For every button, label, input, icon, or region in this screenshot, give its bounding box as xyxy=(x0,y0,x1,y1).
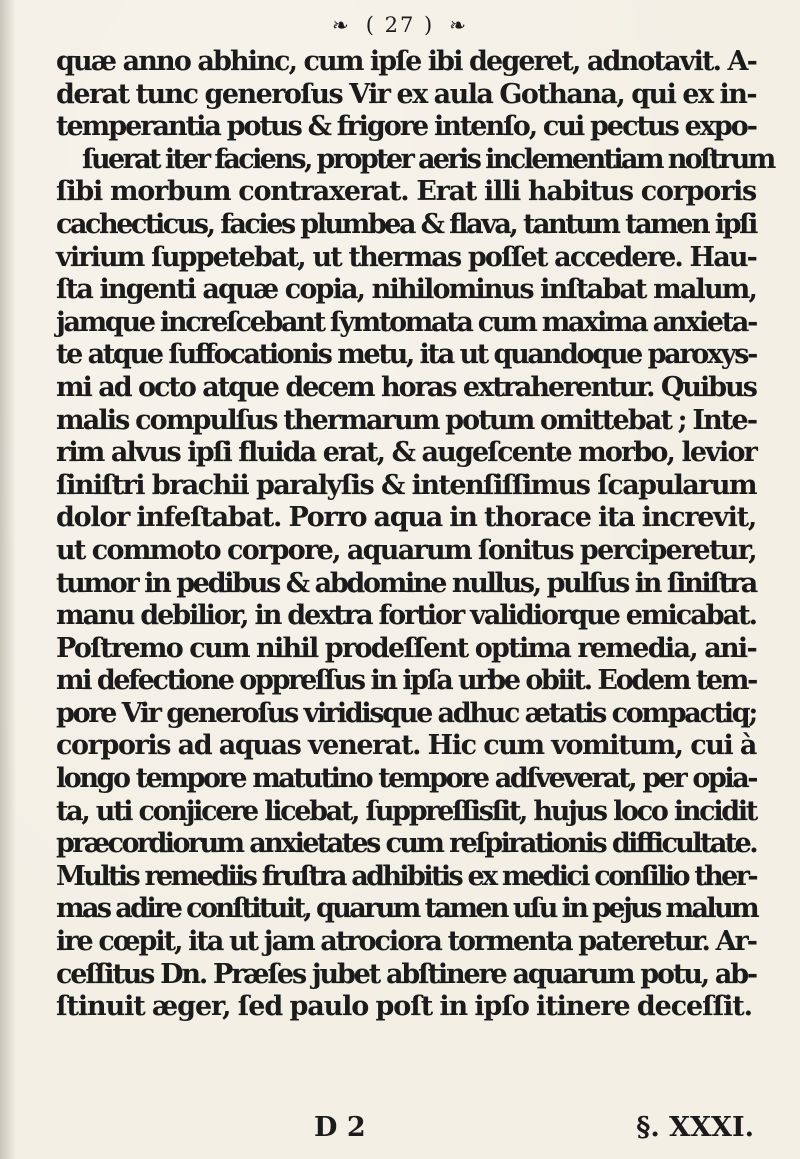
text-line: mi defectione oppreſſus in ipſa urbe obiit. Eodem tem- xyxy=(56,665,756,697)
text-line: longo tempore matutino tempore adſveverat, per opia- xyxy=(56,763,756,795)
text-line: ceſſitus Dn. Præſes jubet abſtinere aquarum potu, ab- xyxy=(56,958,756,990)
ornament-right-icon: ❧ xyxy=(449,13,468,37)
text-line: Poſtremo cum nihil prodeſſent optima remedia, ani- xyxy=(56,632,756,664)
catchword: §. XXXI. xyxy=(636,1112,754,1143)
text-line: ut commoto corpore, aquarum ſonitus perciperetur, xyxy=(56,534,756,566)
text-line: rim alvus ipſi fluida erat, & augeſcente morbo, levior xyxy=(56,437,756,469)
text-line: Multis remediis fruſtra adhibitis ex medici conſilio ther- xyxy=(56,860,756,892)
text-line: ſta ingenti aquæ copia, nihilominus inſtabat malum, xyxy=(56,274,756,306)
text-line: cachecticus, facies plumbea & flava, tantum tamen ipſi xyxy=(56,208,756,240)
page-footer xyxy=(56,1112,756,1144)
text-line: mi ad octo atque decem horas extraherentur. Quibus xyxy=(56,371,756,403)
text-line: quæ anno abhinc, cum ipſe ibi degeret, adnotavit. A- xyxy=(56,46,756,77)
ornament-left-icon: ❧ xyxy=(332,13,351,37)
text-line: ſuerat iter faciens, propter aeris inclementiam noſtrum xyxy=(82,143,774,175)
text-line: ſibi morbum contraxerat. Erat illi habitus corporis xyxy=(56,176,756,208)
text-line: virium ſuppetebat, ut thermas poſſet accedere. Hau- xyxy=(56,241,756,273)
text-line: pore Vir generoſus viridisque adhuc ætatis compactiq; xyxy=(56,697,756,729)
running-header xyxy=(0,12,800,37)
page-number: ( 27 ) xyxy=(365,13,435,37)
text-line: ſtinuit æger, ſed paulo poſt in ipſo itinere deceſſit. xyxy=(56,991,752,1023)
text-line: malis compulſus thermarum potum omittebat ; Inte- xyxy=(56,404,757,436)
text-line: temperantia potus & frigore intenſo, cui pectus expo- xyxy=(56,111,756,143)
text-line: ta, uti conjicere licebat, ſuppreſſisſit, hujus loco incidit xyxy=(56,795,756,827)
text-line: ire cœpit, ita ut jam atrociora tormenta pateretur. Ar- xyxy=(56,926,756,958)
text-line: ſiniſtri brachii paralyſis & intenſiſſimus ſcapularum xyxy=(56,469,756,501)
page-gutter-shadow xyxy=(0,0,16,1159)
text-line: mas adire conſtituit, quarum tamen uſu in pejus malum xyxy=(56,893,758,925)
text-line: te atque ſuffocationis metu, ita ut quandoque paroxys- xyxy=(56,339,756,371)
text-line: corporis ad aquas venerat. Hic cum vomitum, cui à xyxy=(56,730,756,762)
body-text xyxy=(56,46,774,1024)
text-line: præcordiorum anxietates cum reſpirationis difficultate. xyxy=(56,828,756,860)
text-line: dolor infeſtabat. Porro aqua in thorace ita increvit, xyxy=(56,502,756,534)
text-line: manu debilior, in dextra fortior validiorque emicabat. xyxy=(56,600,756,632)
signature-mark: D 2 xyxy=(314,1112,366,1143)
text-line: tumor in pedibus & abdomine nullus, pulſus in ſiniſtra xyxy=(56,567,756,599)
text-line: jamque increſcebant ſymtomata cum maxima anxieta- xyxy=(56,306,756,338)
text-line: derat tunc generoſus Vir ex aula Gothana, qui ex in- xyxy=(56,78,756,110)
